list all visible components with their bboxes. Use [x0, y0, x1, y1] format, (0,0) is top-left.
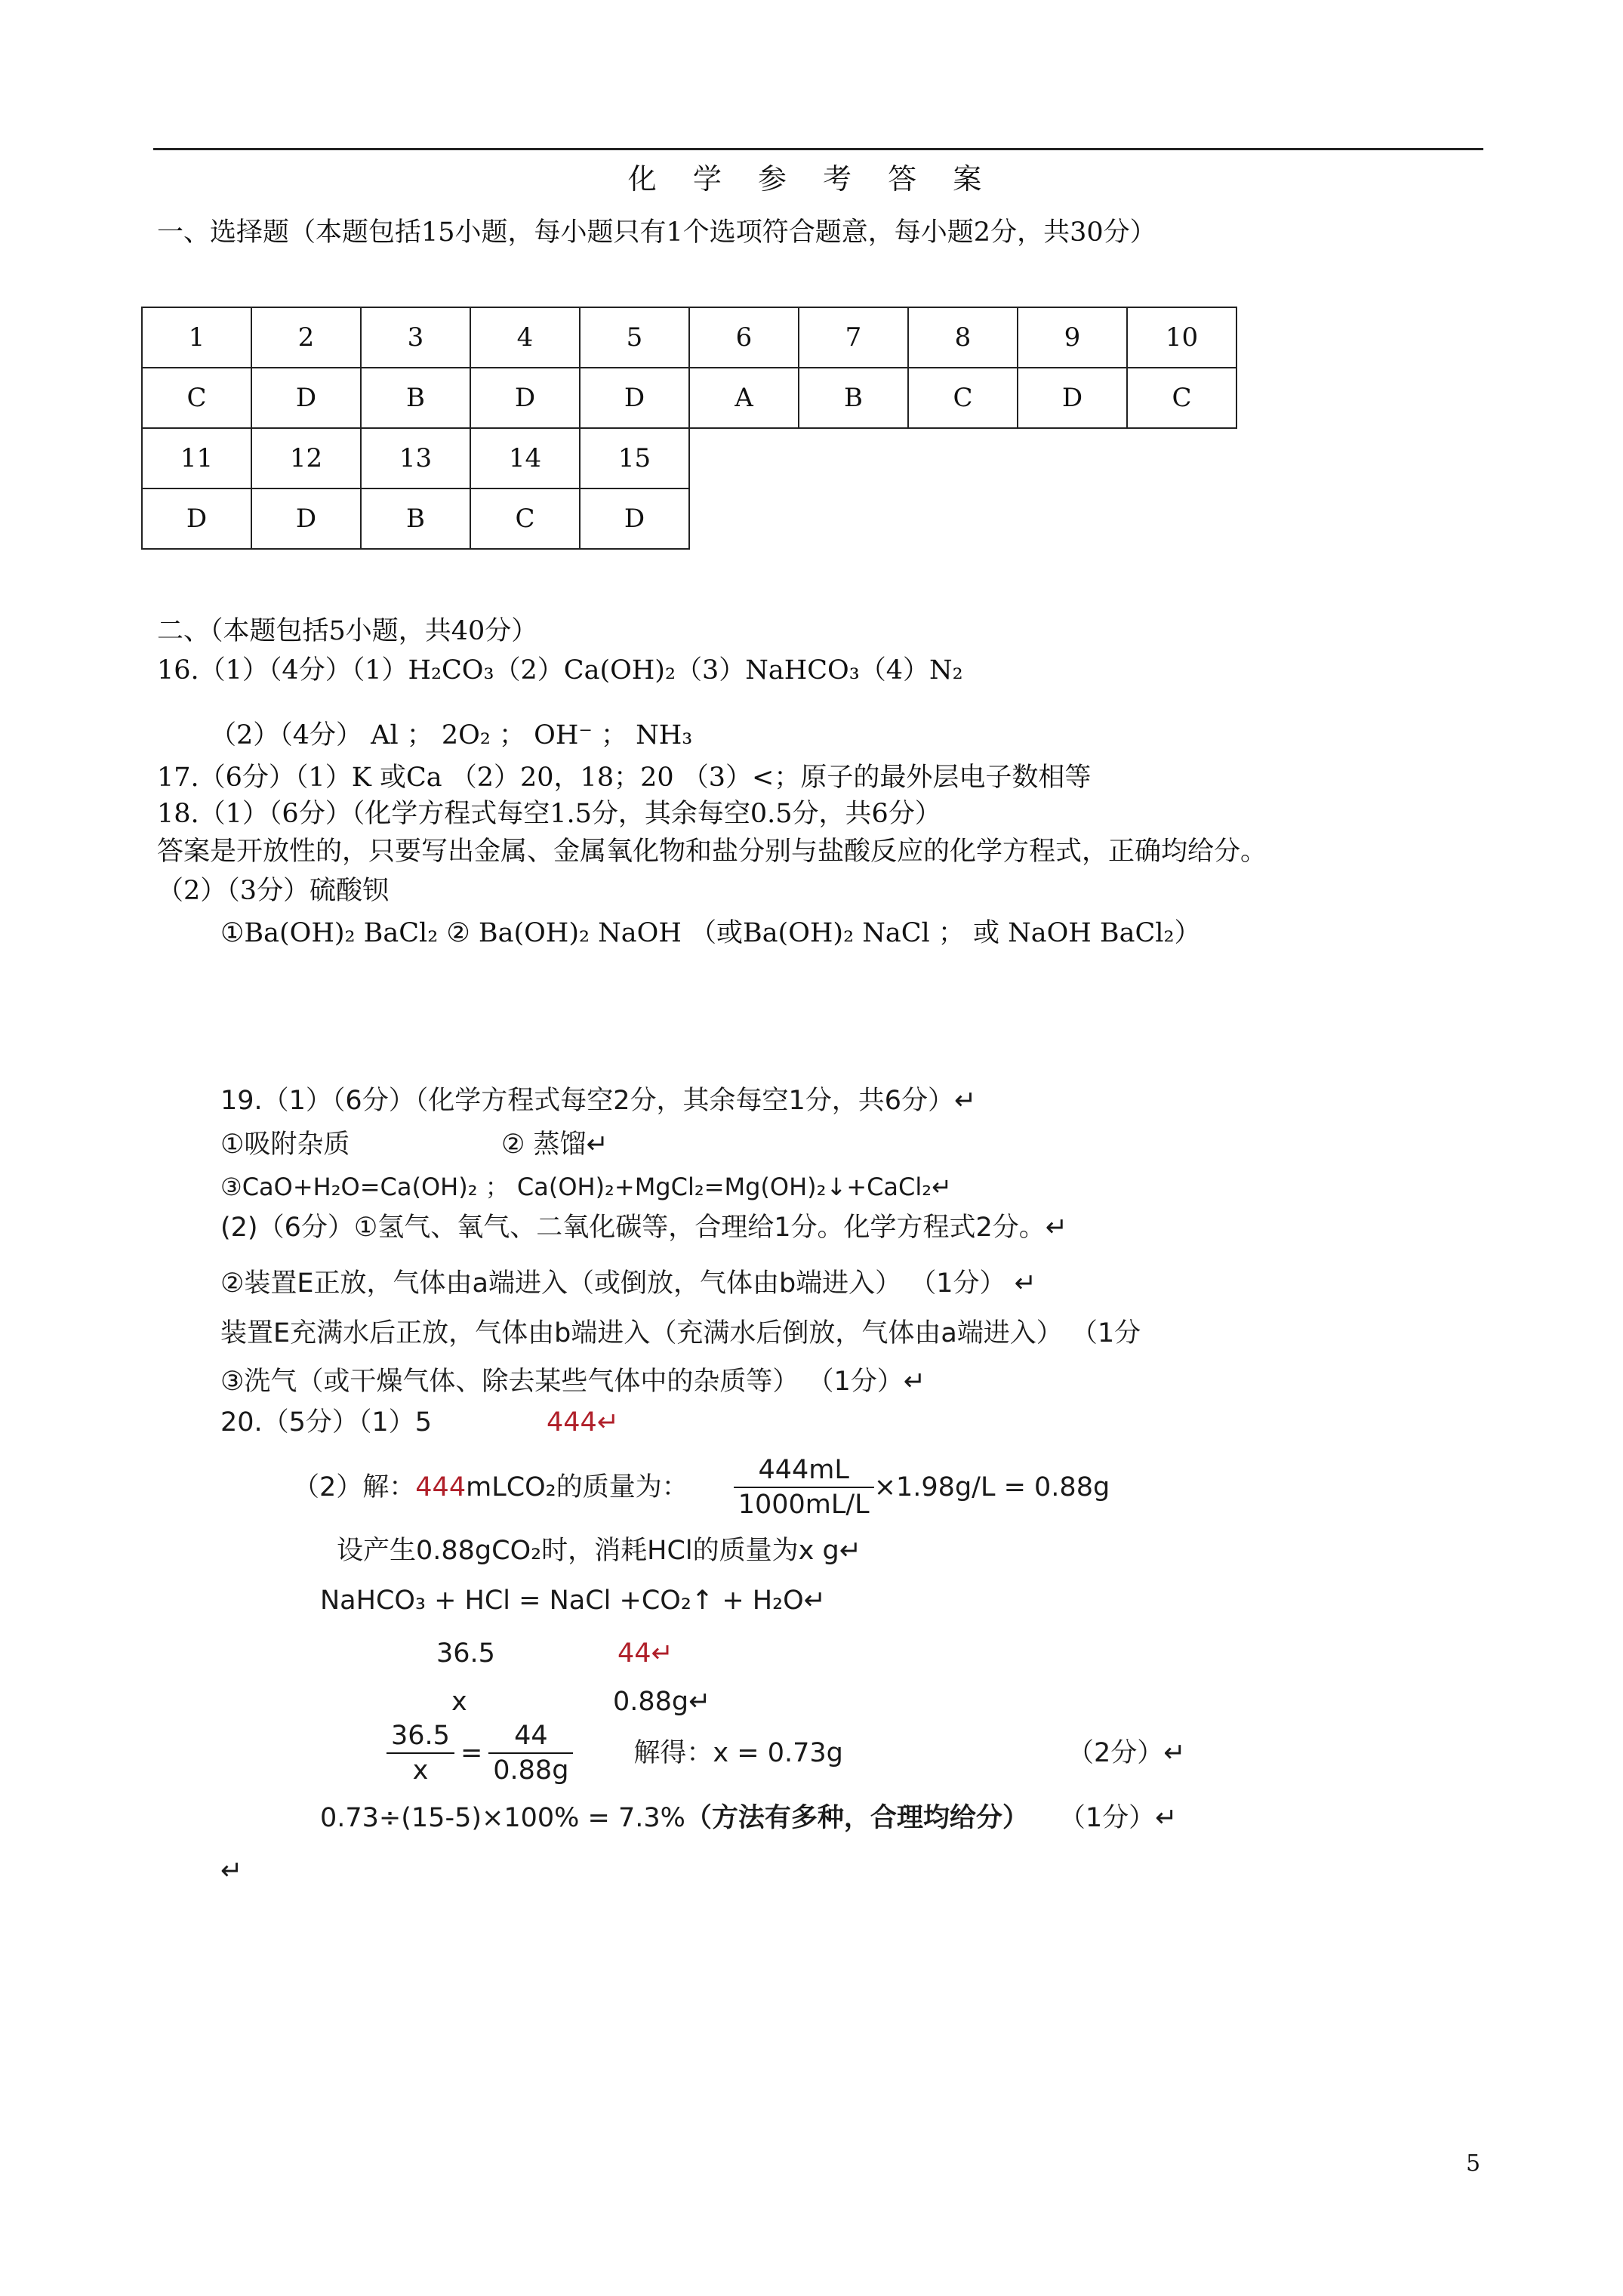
- ratio-right-top: 44↵: [617, 1638, 673, 1669]
- table-cell-empty: [908, 488, 1018, 549]
- method-note: （方法有多种，合理均给分）: [685, 1803, 1029, 1833]
- table-cell-empty: [799, 488, 908, 549]
- table-cell: 8: [908, 307, 1018, 368]
- fraction-denominator: 0.88g: [493, 1755, 569, 1786]
- table-cell-empty: [799, 428, 908, 488]
- fraction-numerator: 44: [488, 1719, 573, 1754]
- q20-assumption: 设产生0.88gCO₂时，消耗HCl的质量为x g↵: [337, 1536, 862, 1566]
- solution-result: 解得：x = 0.73g: [633, 1738, 843, 1768]
- table-cell: A: [689, 368, 799, 428]
- q18-part2: （2）（3分）硫酸钡: [157, 876, 390, 906]
- q20-part1-value: 444↵: [547, 1407, 620, 1438]
- q19-part2: (2)（6分）①氢气、氧气、二氧化碳等，合理给1分。化学方程式2分。↵: [220, 1213, 1068, 1243]
- table-cell: D: [580, 488, 689, 549]
- percent-line: [320, 1801, 1178, 1835]
- table-cell: 2: [251, 307, 361, 368]
- q18-part3: ①Ba(OH)₂ BaCl₂ ② Ba(OH)₂ NaOH （或Ba(OH)₂ NaCl ； 或 NaOH BaCl₂）: [220, 918, 1201, 948]
- table-cell: 12: [251, 428, 361, 488]
- table-cell-empty: [1127, 428, 1236, 488]
- q19-heading: 19.（1）（6分）（化学方程式每空2分，其余每空1分，共6分）↵: [220, 1086, 977, 1116]
- table-cell-empty: [908, 428, 1018, 488]
- table-cell-empty: [1018, 428, 1127, 488]
- q18-note: 答案是开放性的，只要写出金属、金属氧化物和盐分别与盐酸反应的化学方程式，正确均给分。: [157, 837, 1267, 867]
- q20-part1: 20.（5分）（1）5: [220, 1407, 432, 1438]
- page-title: 化 学 参 考 答 案: [627, 162, 996, 196]
- q20-equation: NaHCO₃ + HCl = NaCl +CO₂↑ + H₂O↵: [320, 1586, 826, 1616]
- table-cell: C: [1127, 368, 1236, 428]
- fraction-numerator: 444mL: [734, 1453, 874, 1488]
- solution-label: （2）解：: [293, 1472, 416, 1502]
- q19-answer-1: ①吸附杂质: [220, 1130, 350, 1160]
- q20-solution-line: [293, 1450, 1110, 1525]
- percent-score: （1分）↵: [1058, 1803, 1178, 1833]
- table-row: [142, 307, 1236, 368]
- ratio-right-bottom: 0.88g↵: [613, 1687, 711, 1717]
- table-cell: D: [142, 488, 251, 549]
- table-cell: 5: [580, 307, 689, 368]
- table-cell: C: [470, 488, 580, 549]
- ratio-left-top: 36.5: [436, 1638, 495, 1669]
- table-cell: 7: [799, 307, 908, 368]
- q19-device-1: ②装置E正放，气体由a端进入（或倒放，气体由b端进入） （1分） ↵: [220, 1268, 1037, 1299]
- table-cell: 13: [361, 428, 470, 488]
- section1-heading: 一、选择题（本题包括15小题，每小题只有1个选项符合题意，每小题2分，共30分）: [157, 217, 1156, 248]
- table-cell: D: [470, 368, 580, 428]
- table-cell: C: [908, 368, 1018, 428]
- table-cell: 1: [142, 307, 251, 368]
- proportion-fraction-left: [387, 1719, 454, 1787]
- table-row: [142, 488, 1236, 549]
- paragraph-mark: ↵: [220, 1856, 243, 1886]
- q18-part1: 18.（1）（6分）（化学方程式每空1.5分，其余每空0.5分，共6分）: [157, 799, 941, 829]
- q19-part3: ③洗气（或干燥气体、除去某些气体中的杂质等） （1分）↵: [220, 1367, 926, 1397]
- solution-score: （2分）↵: [1067, 1738, 1186, 1768]
- table-cell: 3: [361, 307, 470, 368]
- fraction-denominator: x: [412, 1755, 429, 1786]
- table-cell: 6: [689, 307, 799, 368]
- fraction-numerator: 36.5: [387, 1719, 454, 1754]
- table-cell-empty: [689, 488, 799, 549]
- table-cell: D: [580, 368, 689, 428]
- fraction-denominator: 1000mL/L: [738, 1490, 870, 1520]
- section2-heading: 二、（本题包括5小题，共40分）: [157, 616, 538, 646]
- table-cell: D: [251, 368, 361, 428]
- table-cell: D: [1018, 368, 1127, 428]
- table-cell: C: [142, 368, 251, 428]
- proportion-fraction-right: [488, 1719, 573, 1787]
- table-cell: 4: [470, 307, 580, 368]
- q16-part2: （2）（4分） Al ； 2O₂ ； OH⁻ ； NH₃: [210, 720, 693, 750]
- q19-equations: ③CaO+H₂O=Ca(OH)₂ ； Ca(OH)₂+MgCl₂=Mg(OH)₂↓+CaCl₂↵: [220, 1173, 952, 1201]
- q19-device-2: 装置E充满水后正放，气体由b端进入（充满水后倒放，气体由a端进入） （1分: [220, 1318, 1141, 1348]
- page-number: 5: [1466, 2150, 1481, 2177]
- mass-result: ×1.98g/L = 0.88g: [873, 1472, 1110, 1502]
- top-rule: [153, 148, 1483, 150]
- table-cell: 15: [580, 428, 689, 488]
- table-cell: 11: [142, 428, 251, 488]
- table-cell: 10: [1127, 307, 1236, 368]
- table-cell: B: [361, 368, 470, 428]
- volume-fraction: [734, 1453, 874, 1521]
- table-cell: 9: [1018, 307, 1127, 368]
- percent-calculation: 0.73÷(15-5)×100% = 7.3%: [320, 1803, 685, 1833]
- table-cell-empty: [1018, 488, 1127, 549]
- table-cell-empty: [1127, 488, 1236, 549]
- q17: 17.（6分）（1）K 或Ca （2）20，18；20 （3）<；原子的最外层电子数相等: [157, 763, 1092, 793]
- mass-label: mLCO₂的质量为：: [466, 1472, 688, 1502]
- table-cell: B: [799, 368, 908, 428]
- table-cell: D: [251, 488, 361, 549]
- q19-answer-2: ② 蒸馏↵: [501, 1130, 608, 1160]
- table-row: [142, 428, 1236, 488]
- ratio-left-bottom: x: [451, 1687, 467, 1717]
- table-cell: 14: [470, 428, 580, 488]
- table-row: [142, 368, 1236, 428]
- proportion-line: $\frac{36.5}{x}$ = $\frac{44}{0.88g}$ 解得：x = 0.73g: [387, 1715, 843, 1791]
- answer-table: [141, 307, 1237, 550]
- volume-value: 444: [415, 1472, 467, 1502]
- table-cell: B: [361, 488, 470, 549]
- q16-part1: 16.（1）（4分）（1）H₂CO₃（2）Ca(OH)₂（3）NaHCO₃（4）N₂: [157, 655, 963, 686]
- table-cell-empty: [689, 428, 799, 488]
